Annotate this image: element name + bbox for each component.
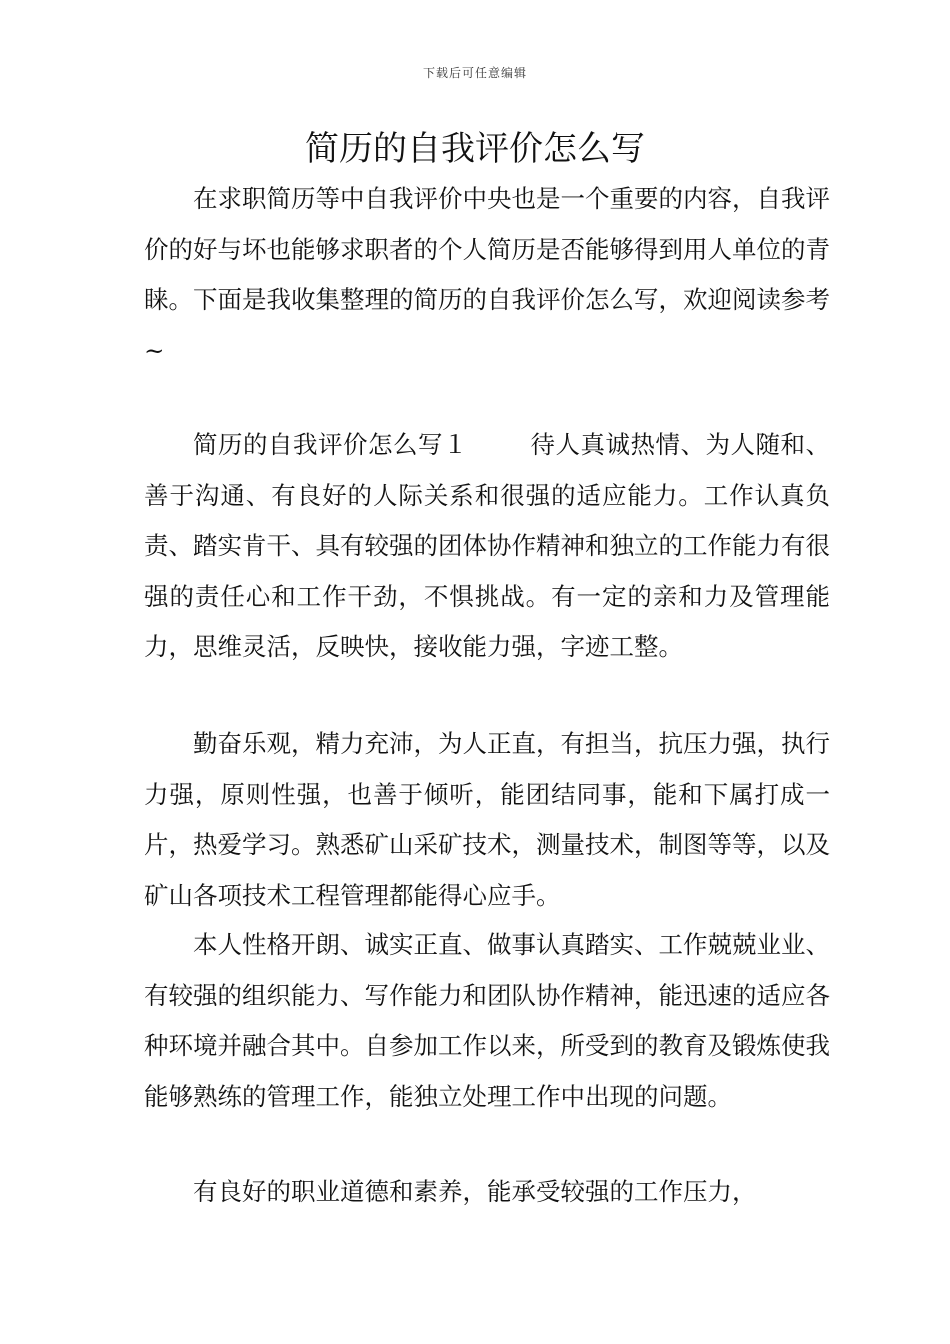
section-1-heading: 简历的自我评价怎么写１ [193, 430, 468, 459]
paragraph-4: 有良好的职业道德和素养，能承受较强的工作压力， [193, 1177, 757, 1206]
intro-paragraph: 在求职简历等中自我评价中央也是一个重要的内容，自我评价的好与坏也能够求职者的个人简历是否能够得到用人单位的青睐。下面是我收集整理的简历的自我评价怎么写，欢迎阅读参考~ [144, 184, 830, 365]
section-1-text: 待人真诚热情、为人随和、善于沟通、有良好的人际关系和很强的适应能力。工作认真负责、踏实肯干、具有较强的团体协作精神和独立的工作能力有很强的责任心和工作干劲，不惧挑战。有一定的亲和力及管理能力，思维灵活，反映快，接收能力强，字迹工整。 [144, 430, 830, 661]
paragraph-3: 本人性格开朗、诚实正直、做事认真踏实、工作兢兢业业、有较强的组织能力、写作能力和团队协作精神，能迅速的适应各种环境并融合其中。自参加工作以来，所受到的教育及锻炼使我能够熟练的管理工作，能独立处理工作中出现的问题。 [144, 930, 830, 1111]
paragraph-2: 勤奋乐观，精力充沛，为人正直，有担当，抗压力强，执行力强，原则性强，也善于倾听，能团结同事，能和下属打成一片，热爱学习。熟悉矿山采矿技术，测量技术，制图等等，以及矿山各项技术工程管理都能得心应手。 [144, 729, 830, 910]
page-title: 简历的自我评价怎么写 [305, 129, 645, 169]
header-note: 下载后可任意编辑 [422, 66, 527, 80]
section-1-paragraph [144, 420, 830, 673]
